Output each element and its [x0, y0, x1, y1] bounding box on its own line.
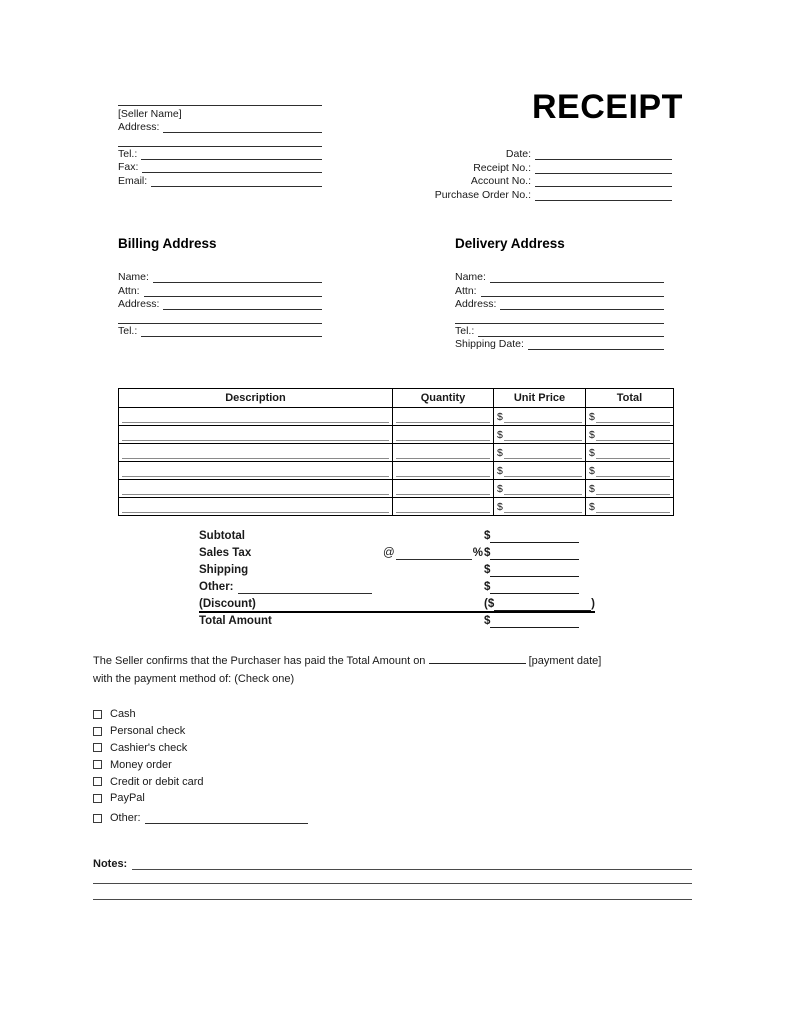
billing-attn-input-line[interactable]: [144, 283, 322, 296]
seller-name-input-line[interactable]: [118, 93, 322, 106]
item-total-input-line[interactable]: [596, 503, 670, 513]
billing-address-section: [118, 236, 322, 337]
payment-date-input-line[interactable]: [429, 653, 526, 664]
delivery-address-heading: Delivery Address: [455, 236, 565, 251]
cash-label: Cash: [110, 708, 136, 721]
shipping-date-label: Shipping Date:: [455, 338, 524, 351]
billing-tel-input-line[interactable]: [141, 324, 322, 337]
item-unit-price-cell[interactable]: [494, 462, 586, 480]
cashiers-check-checkbox[interactable]: [93, 743, 102, 752]
receipt-no-input-line[interactable]: [535, 160, 672, 173]
currency-symbol: $: [589, 465, 595, 477]
item-row: [119, 408, 674, 426]
item-unit-price-cell[interactable]: [494, 408, 586, 426]
shipping-date-row: [455, 337, 664, 350]
total-amount-input-line[interactable]: [490, 627, 579, 628]
discount-label: (Discount): [199, 598, 256, 610]
other-payment-input-line[interactable]: [145, 812, 308, 824]
currency-symbol: $: [484, 564, 491, 576]
item-unit-price-cell[interactable]: [494, 498, 586, 516]
item-description-cell[interactable]: [119, 408, 393, 426]
receipt-no-label: Receipt No.:: [473, 161, 531, 174]
item-description-input-line[interactable]: [122, 503, 389, 513]
item-row: [119, 498, 674, 516]
payment-option-other[interactable]: [93, 807, 308, 824]
payment-date-placeholder: [payment date]: [528, 655, 602, 667]
delivery-attn-label: Attn:: [455, 284, 477, 297]
discount-close-paren: ): [591, 598, 595, 610]
item-unit-price-input-line[interactable]: [504, 467, 582, 477]
item-row: [119, 480, 674, 498]
currency-symbol: $: [484, 615, 491, 627]
item-total-input-line[interactable]: [596, 467, 670, 477]
currency-symbol: $: [589, 501, 595, 513]
item-total-input-line[interactable]: [596, 485, 670, 495]
seller-fax-label: Fax:: [118, 161, 139, 174]
account-no-row: [420, 174, 672, 187]
item-description-input-line[interactable]: [122, 413, 389, 423]
item-unit-price-input-line[interactable]: [504, 503, 582, 513]
paypal-label: PayPal: [110, 792, 145, 805]
paypal-checkbox[interactable]: [93, 794, 102, 803]
item-quantity-input-line[interactable]: [396, 467, 490, 477]
item-description-input-line[interactable]: [122, 485, 389, 495]
credit-debit-label: Credit or debit card: [110, 775, 204, 788]
payment-option-cashiers-check[interactable]: [93, 740, 308, 757]
delivery-address-label: Address:: [455, 298, 497, 311]
payment-option-personal-check[interactable]: [93, 723, 308, 740]
shipping-input-line[interactable]: [490, 576, 579, 577]
notes-row-3: [93, 884, 692, 900]
item-quantity-cell[interactable]: [393, 408, 494, 426]
money-order-label: Money order: [110, 758, 172, 771]
subtotal-label: Subtotal: [199, 530, 245, 542]
subtotal-input-line[interactable]: [490, 542, 579, 543]
seller-address2-input-line[interactable]: [118, 133, 322, 146]
seller-email-label: Email:: [118, 174, 148, 187]
cash-checkbox[interactable]: [93, 710, 102, 719]
currency-symbol: $: [589, 447, 595, 459]
seller-address-row: [118, 120, 322, 133]
other-row: [199, 577, 595, 594]
items-table: [118, 388, 674, 516]
item-quantity-input-line[interactable]: [396, 431, 490, 441]
purchase-order-row: [420, 187, 672, 200]
currency-symbol: $: [497, 501, 503, 513]
purchase-order-input-line[interactable]: [535, 187, 672, 200]
delivery-address2-input-line[interactable]: [455, 310, 664, 323]
seller-tel-row: [118, 147, 322, 160]
receipt-meta-section: [420, 147, 672, 201]
account-no-input-line[interactable]: [535, 174, 672, 187]
item-unit-price-input-line[interactable]: [504, 431, 582, 441]
currency-symbol: $: [497, 447, 503, 459]
confirmation-text-before: The Seller confirms that the Purchaser has paid the Total Amount on: [93, 655, 426, 667]
seller-name-placeholder-row: [118, 106, 322, 119]
item-row: [119, 462, 674, 480]
billing-tel-label: Tel.:: [118, 324, 138, 337]
item-quantity-cell[interactable]: [393, 444, 494, 462]
sales-tax-row: [199, 543, 595, 560]
item-total-cell[interactable]: [586, 408, 674, 426]
item-total-cell[interactable]: [586, 462, 674, 480]
item-total-input-line[interactable]: [596, 413, 670, 423]
item-description-cell[interactable]: [119, 480, 393, 498]
subtotal-row: [199, 526, 595, 543]
shipping-label: Shipping: [199, 564, 249, 576]
item-description-cell[interactable]: [119, 462, 393, 480]
item-description-input-line[interactable]: [122, 449, 389, 459]
item-total-input-line[interactable]: [596, 449, 670, 459]
shipping-row: [199, 560, 595, 577]
confirmation-text-line2: with the payment method of: (Check one): [93, 672, 295, 685]
seller-fax-input-line[interactable]: [142, 160, 322, 173]
seller-fax-row: [118, 160, 322, 173]
billing-address2-row: [118, 310, 322, 323]
discount-row: [199, 594, 595, 611]
item-description-cell[interactable]: [119, 498, 393, 516]
delivery-address-input-line[interactable]: [500, 297, 664, 310]
currency-symbol: $: [484, 581, 491, 593]
currency-symbol: $: [497, 483, 503, 495]
billing-tel-row: [118, 324, 322, 337]
item-quantity-input-line[interactable]: [396, 485, 490, 495]
currency-symbol: $: [484, 530, 491, 542]
date-input-line[interactable]: [535, 147, 672, 160]
currency-symbol: $: [589, 411, 595, 423]
seller-address-input-line[interactable]: [163, 120, 322, 133]
at-symbol: @: [383, 547, 395, 559]
item-row: [119, 426, 674, 444]
delivery-tel-label: Tel.:: [455, 324, 475, 337]
item-description-input-line[interactable]: [122, 431, 389, 441]
column-header-description: Description: [119, 389, 393, 408]
seller-name-placeholder: [Seller Name]: [118, 107, 182, 120]
sales-tax-rate-input-line[interactable]: [396, 559, 472, 560]
delivery-tel-row: [455, 324, 664, 337]
item-total-cell[interactable]: [586, 480, 674, 498]
other-option-label: Other:: [110, 811, 141, 824]
personal-check-label: Personal check: [110, 725, 186, 738]
credit-debit-checkbox[interactable]: [93, 777, 102, 786]
currency-symbol: $: [497, 411, 503, 423]
money-order-checkbox[interactable]: [93, 760, 102, 769]
cashiers-check-label: Cashier's check: [110, 741, 188, 754]
delivery-attn-row: [455, 283, 664, 296]
item-description-input-line[interactable]: [122, 467, 389, 477]
delivery-name-input-line[interactable]: [490, 270, 664, 283]
item-row: [119, 444, 674, 462]
billing-name-label: Name:: [118, 271, 149, 284]
payment-methods-section: [93, 706, 308, 824]
notes-section: [93, 855, 692, 900]
billing-address-input-line[interactable]: [163, 297, 322, 310]
discount-input-line[interactable]: [494, 610, 591, 611]
delivery-name-label: Name:: [455, 271, 486, 284]
currency-symbol: $: [589, 429, 595, 441]
item-quantity-input-line[interactable]: [396, 413, 490, 423]
account-no-label: Account No.:: [470, 175, 531, 188]
item-total-cell[interactable]: [586, 498, 674, 516]
item-quantity-cell[interactable]: [393, 480, 494, 498]
item-quantity-input-line[interactable]: [396, 449, 490, 459]
payment-option-paypal[interactable]: [93, 790, 308, 807]
currency-symbol: $: [497, 465, 503, 477]
item-description-cell[interactable]: [119, 444, 393, 462]
seller-tel-label: Tel.:: [118, 147, 138, 160]
sales-tax-label: Sales Tax: [199, 547, 252, 559]
discount-open-paren: ($: [484, 598, 495, 610]
shipping-date-input-line[interactable]: [528, 337, 664, 350]
seller-email-row: [118, 173, 322, 186]
other-description-input-line[interactable]: [238, 593, 373, 594]
percent-symbol: %: [472, 547, 483, 559]
payment-confirmation-text: [93, 653, 697, 688]
column-header-total: Total: [586, 389, 674, 408]
delivery-address-row: [455, 297, 664, 310]
item-unit-price-input-line[interactable]: [504, 413, 582, 423]
currency-symbol: $: [484, 547, 491, 559]
total-amount-label: Total Amount: [199, 615, 272, 627]
delivery-name-row: [455, 270, 664, 283]
billing-attn-row: [118, 283, 322, 296]
notes-label: Notes:: [93, 858, 128, 870]
sales-tax-input-line[interactable]: [490, 559, 579, 560]
page-title: RECEIPT: [532, 88, 683, 126]
seller-info-section: [118, 93, 322, 187]
other-amount-input-line[interactable]: [490, 593, 579, 594]
seller-tel-input-line[interactable]: [141, 147, 322, 160]
item-unit-price-cell[interactable]: [494, 480, 586, 498]
notes-row-1: [93, 855, 692, 870]
item-unit-price-cell[interactable]: [494, 444, 586, 462]
item-total-cell[interactable]: [586, 426, 674, 444]
seller-address-label: Address:: [118, 121, 160, 134]
item-quantity-cell[interactable]: [393, 498, 494, 516]
item-total-cell[interactable]: [586, 444, 674, 462]
billing-address-row: [118, 297, 322, 310]
delivery-address-section: [455, 236, 664, 350]
seller-name-row: [118, 93, 322, 106]
billing-name-input-line[interactable]: [153, 270, 322, 283]
item-quantity-input-line[interactable]: [396, 503, 490, 513]
item-description-cell[interactable]: [119, 426, 393, 444]
item-unit-price-input-line[interactable]: [504, 485, 582, 495]
billing-address2-input-line[interactable]: [118, 310, 322, 323]
purchase-order-label: Purchase Order No.:: [434, 188, 531, 201]
payment-option-money-order[interactable]: [93, 756, 308, 773]
currency-symbol: $: [589, 483, 595, 495]
receipt-no-row: [420, 160, 672, 173]
currency-symbol: $: [497, 429, 503, 441]
delivery-address2-row: [455, 310, 664, 323]
personal-check-checkbox[interactable]: [93, 727, 102, 736]
billing-address-heading: Billing Address: [118, 236, 217, 251]
column-header-unit-price: Unit Price: [494, 389, 586, 408]
item-quantity-cell[interactable]: [393, 462, 494, 480]
column-header-quantity: Quantity: [393, 389, 494, 408]
totals-summary-section: [199, 526, 595, 628]
delivery-attn-input-line[interactable]: [481, 283, 664, 296]
notes-input-line-1[interactable]: [132, 855, 692, 870]
delivery-tel-input-line[interactable]: [478, 324, 664, 337]
item-total-input-line[interactable]: [596, 431, 670, 441]
notes-input-line-2[interactable]: [93, 870, 692, 884]
item-unit-price-input-line[interactable]: [504, 449, 582, 459]
date-label: Date:: [505, 148, 531, 161]
item-unit-price-cell[interactable]: [494, 426, 586, 444]
billing-name-row: [118, 270, 322, 283]
notes-input-line-3[interactable]: [93, 884, 692, 900]
payment-option-credit-debit[interactable]: [93, 773, 308, 790]
billing-attn-label: Attn:: [118, 284, 140, 297]
payment-option-cash[interactable]: [93, 706, 308, 723]
seller-address2-row: [118, 133, 322, 146]
other-label: Other:: [199, 581, 234, 593]
item-quantity-cell[interactable]: [393, 426, 494, 444]
other-checkbox[interactable]: [93, 814, 102, 823]
billing-address-label: Address:: [118, 298, 160, 311]
date-row: [420, 147, 672, 160]
total-amount-row: [199, 611, 595, 628]
seller-email-input-line[interactable]: [151, 173, 322, 186]
items-table-header-row: [119, 389, 674, 408]
notes-row-2: [93, 870, 692, 884]
